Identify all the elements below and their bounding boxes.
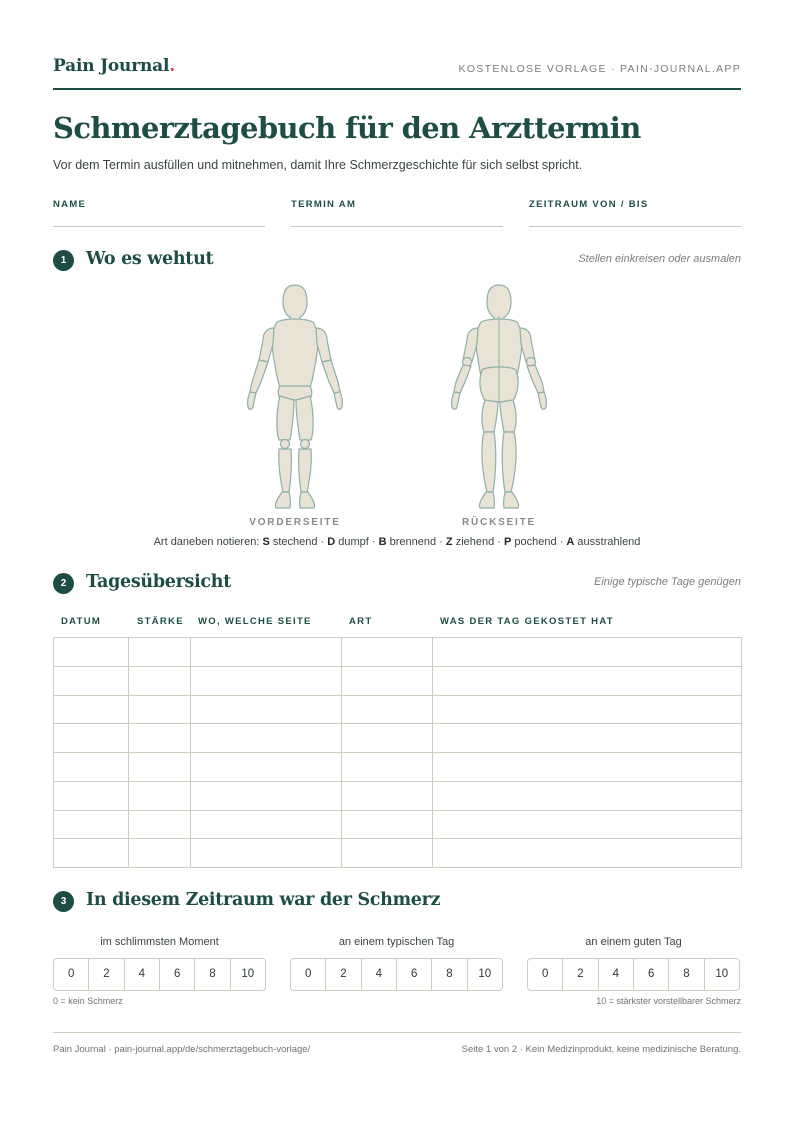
back-left-foot xyxy=(479,492,494,508)
name-field-label: NAME xyxy=(53,199,87,210)
front-left-shin xyxy=(279,449,292,492)
table-cell[interactable] xyxy=(54,781,129,810)
table-cell[interactable] xyxy=(342,666,433,695)
footer-page-info: Seite 1 von 2 · Kein Medizinprodukt, keine medizinische Beratung. xyxy=(461,1044,741,1055)
col-header-strength: STÄRKE xyxy=(137,616,184,627)
scale-good xyxy=(527,936,740,991)
col-header-type: ART xyxy=(349,616,373,627)
table-cell[interactable] xyxy=(433,638,742,667)
table-cell[interactable] xyxy=(54,724,129,753)
scale-worst-options xyxy=(53,958,266,991)
table-cell[interactable] xyxy=(433,666,742,695)
appointment-field-label: TERMIN AM xyxy=(291,199,357,210)
scale-typical-title: an einem typischen Tag xyxy=(338,936,455,948)
section-1-number: 1 xyxy=(53,250,74,271)
scale-option[interactable]: 10 xyxy=(241,968,255,980)
table-cell[interactable] xyxy=(129,695,191,724)
table-cell[interactable] xyxy=(433,753,742,782)
table-cell[interactable] xyxy=(54,753,129,782)
front-right-upper-arm xyxy=(316,328,331,362)
scale-typical-options xyxy=(290,958,503,991)
front-right-thigh xyxy=(296,396,313,440)
front-torso xyxy=(272,319,317,388)
scale-option[interactable]: 8 xyxy=(669,959,704,990)
scale-good-options xyxy=(527,958,740,991)
brand-name: Pain Journal xyxy=(53,56,170,76)
scale-note-min: 0 = kein Schmerz xyxy=(53,996,123,1006)
section-3-header xyxy=(53,890,741,914)
section-1-header xyxy=(53,249,741,273)
front-right-hand xyxy=(334,392,342,409)
back-left-forearm xyxy=(454,365,471,393)
legend-separator: · xyxy=(436,536,446,548)
scale-option[interactable]: 4 xyxy=(362,959,397,990)
table-cell[interactable] xyxy=(191,753,342,782)
scale-good-title: an einem guten Tag xyxy=(585,936,682,948)
scale-worst-title: im schlimmsten Moment xyxy=(100,936,219,948)
table-cell[interactable] xyxy=(129,753,191,782)
appointment-field[interactable] xyxy=(291,194,503,227)
legend-key: A xyxy=(566,536,575,548)
table-cell[interactable] xyxy=(54,839,129,868)
front-left-knee xyxy=(281,440,290,449)
section-3-title: In diesem Zeitraum war der Schmerz xyxy=(86,890,441,910)
back-right-hand xyxy=(538,392,546,409)
legend-separator: · xyxy=(368,536,379,548)
back-left-hand xyxy=(452,392,460,409)
table-cell[interactable] xyxy=(129,839,191,868)
section-1-title: Wo es wehtut xyxy=(86,249,214,269)
col-header-cost: WAS DER TAG GEKOSTET HAT xyxy=(440,616,614,627)
back-right-upper-arm xyxy=(520,328,535,362)
legend-key: S xyxy=(262,536,270,548)
legend-label: stechend xyxy=(269,536,318,548)
front-right-knee xyxy=(301,440,310,449)
section-3-number: 3 xyxy=(53,891,74,912)
section-2-header xyxy=(53,572,741,596)
front-left-forearm xyxy=(250,360,268,393)
front-left-hand xyxy=(248,392,256,409)
legend-label: ziehend xyxy=(452,536,495,548)
footer-source: Pain Journal · pain-journal.app/de/schmerztagebuch-vorlage/ xyxy=(53,1044,311,1055)
table-cell[interactable] xyxy=(433,810,742,839)
table-cell[interactable] xyxy=(342,638,433,667)
table-row xyxy=(54,753,742,782)
legend-key: Z xyxy=(445,536,453,548)
table-cell[interactable] xyxy=(54,666,129,695)
body-front-figure[interactable] xyxy=(230,282,360,514)
brand-dot: . xyxy=(169,56,175,76)
table-cell[interactable] xyxy=(54,810,129,839)
table-cell[interactable] xyxy=(191,638,342,667)
scale-option[interactable]: 0 xyxy=(528,959,563,990)
table-cell[interactable] xyxy=(191,695,342,724)
scale-typical xyxy=(290,936,503,991)
legend-label: brennend xyxy=(386,536,437,548)
table-cell[interactable] xyxy=(342,724,433,753)
period-field-label: ZEITRAUM VON / BIS xyxy=(529,199,649,210)
table-cell[interactable] xyxy=(433,839,742,868)
table-cell[interactable] xyxy=(191,666,342,695)
table-row xyxy=(54,638,742,667)
table-cell[interactable] xyxy=(342,695,433,724)
scale-option[interactable]: 10 xyxy=(715,968,729,980)
legend-label: dumpf xyxy=(335,536,369,548)
name-field[interactable] xyxy=(53,194,265,227)
table-row xyxy=(54,781,742,810)
legend-key: B xyxy=(378,536,387,548)
section-2-number: 2 xyxy=(53,573,74,594)
page xyxy=(53,0,741,1123)
table-cell[interactable] xyxy=(129,781,191,810)
back-left-calf xyxy=(482,432,496,492)
page-subtitle: Vor dem Termin ausfüllen und mitnehmen, damit Ihre Schmerzgeschichte für sich selbst spricht. xyxy=(53,158,583,172)
body-back-figure[interactable] xyxy=(434,282,564,514)
scale-option[interactable]: 0 xyxy=(291,959,326,990)
front-label: VORDERSEITE xyxy=(249,517,341,528)
table-cell[interactable] xyxy=(342,781,433,810)
scale-option[interactable]: 2 xyxy=(326,959,361,990)
legend-separator: · xyxy=(494,536,505,548)
front-left-thigh xyxy=(277,396,294,440)
col-header-date: DATUM xyxy=(61,616,102,627)
legend-separator: · xyxy=(556,536,567,548)
scale-worst xyxy=(53,936,266,991)
back-right-thigh xyxy=(500,400,516,432)
back-left-thigh xyxy=(482,400,498,432)
period-field[interactable] xyxy=(529,194,741,227)
back-right-forearm xyxy=(527,365,544,393)
daily-table xyxy=(53,637,742,868)
header-tagline: KOSTENLOSE VORLAGE · PAIN-JOURNAL.APP xyxy=(458,63,741,75)
table-row xyxy=(54,695,742,724)
pain-type-legend xyxy=(53,536,741,548)
scale-option[interactable]: 10 xyxy=(478,968,492,980)
table-row xyxy=(54,724,742,753)
back-right-calf xyxy=(502,432,516,492)
page-title: Schmerztagebuch für den Arzttermin xyxy=(53,111,641,145)
scale-option[interactable]: 2 xyxy=(563,959,598,990)
table-cell[interactable] xyxy=(129,810,191,839)
table-cell[interactable] xyxy=(342,839,433,868)
scale-option[interactable]: 2 xyxy=(89,959,124,990)
legend-key: D xyxy=(327,536,336,548)
scale-option[interactable]: 8 xyxy=(195,959,230,990)
scale-option[interactable]: 4 xyxy=(599,959,634,990)
scale-note-max: 10 = stärkster vorstellbarer Schmerz xyxy=(596,996,741,1006)
scale-option[interactable]: 8 xyxy=(432,959,467,990)
front-left-upper-arm xyxy=(259,328,274,362)
table-cell[interactable] xyxy=(433,695,742,724)
info-fields xyxy=(53,194,741,228)
legend-separator: · xyxy=(317,536,328,548)
table-cell[interactable] xyxy=(191,839,342,868)
legend-items xyxy=(262,536,640,548)
legend-key: P xyxy=(504,536,512,548)
legend-intro: Art daneben notieren: xyxy=(153,536,263,548)
section-2-title: Tagesübersicht xyxy=(86,572,231,592)
table-cell[interactable] xyxy=(342,753,433,782)
brand-logo xyxy=(53,56,175,76)
scale-option[interactable]: 4 xyxy=(125,959,160,990)
table-cell[interactable] xyxy=(129,666,191,695)
daily-table-header xyxy=(53,616,741,630)
back-right-foot xyxy=(504,492,519,508)
table-cell[interactable] xyxy=(191,781,342,810)
scale-option[interactable]: 6 xyxy=(160,959,195,990)
front-right-shin xyxy=(299,449,312,492)
front-right-foot xyxy=(300,492,315,508)
table-cell[interactable] xyxy=(54,695,129,724)
table-cell[interactable] xyxy=(129,638,191,667)
page-footer xyxy=(53,1032,741,1060)
table-cell[interactable] xyxy=(129,724,191,753)
scale-option[interactable]: 6 xyxy=(397,959,432,990)
table-row xyxy=(54,810,742,839)
table-cell[interactable] xyxy=(433,781,742,810)
front-right-forearm xyxy=(322,360,340,393)
page-header xyxy=(53,56,741,90)
scale-option[interactable]: 0 xyxy=(54,959,89,990)
legend-label: ausstrahlend xyxy=(574,536,641,548)
section-2-hint: Einige typische Tage genügen xyxy=(594,576,741,588)
table-cell[interactable] xyxy=(342,810,433,839)
back-left-upper-arm xyxy=(463,328,478,362)
scale-option[interactable]: 6 xyxy=(634,959,669,990)
table-cell[interactable] xyxy=(433,724,742,753)
col-header-location: WO, WELCHE SEITE xyxy=(198,616,312,627)
table-cell[interactable] xyxy=(191,724,342,753)
table-row xyxy=(54,666,742,695)
back-label: RÜCKSEITE xyxy=(462,517,536,528)
table-cell[interactable] xyxy=(54,638,129,667)
legend-label: pochend xyxy=(511,536,557,548)
front-head xyxy=(283,285,307,322)
table-row xyxy=(54,839,742,868)
front-left-foot xyxy=(275,492,290,508)
section-1-hint: Stellen einkreisen oder ausmalen xyxy=(578,253,741,265)
table-cell[interactable] xyxy=(191,810,342,839)
